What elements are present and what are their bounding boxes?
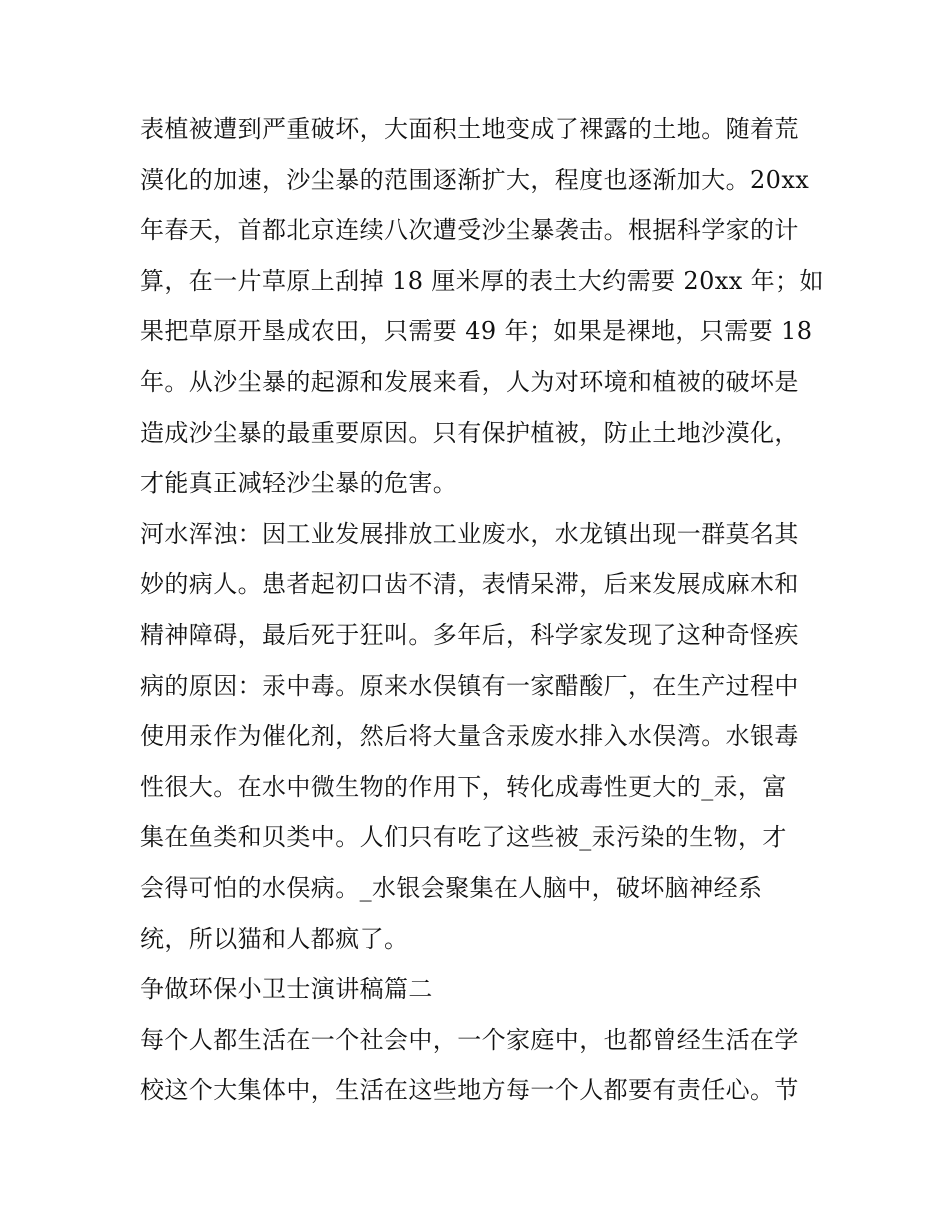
text-line: 年。从沙尘暴的起源和发展来看，人为对环境和植被的破坏是 (140, 367, 799, 396)
text-line: 使用汞作为催化剂，然后将大量含汞废水排入水俣湾。水银毒 (140, 722, 799, 751)
text-line: 才能真正减轻沙尘暴的危害。 (140, 469, 458, 498)
text-line: 果把草原开垦成农田，只需要 49 年；如果是裸地，只需要 18 (140, 317, 813, 346)
text-line: 统，所以猫和人都疯了。 (140, 924, 409, 953)
text-line: 妙的病人。患者起初口齿不清，表情呆滞，后来发展成麻木和 (140, 570, 799, 599)
text-line: 漠化的加速，沙尘暴的范围逐渐扩大，程度也逐渐加大。20xx (140, 165, 810, 194)
text-line: 表植被遭到严重破坏，大面积土地变成了裸露的土地。随着荒 (140, 115, 799, 143)
text-line: 精神障碍，最后死于狂叫。多年后，科学家发现了这种奇怪疾 (140, 620, 799, 649)
text-line: 造成沙尘暴的最重要原因。只有保护植被，防止土地沙漠化， (140, 418, 799, 447)
section-heading: 争做环保小卫士演讲稿篇二 (140, 975, 433, 1004)
text-line: 每个人都生活在一个社会中，一个家庭中，也都曾经生活在学 (140, 1025, 799, 1054)
document-body (140, 104, 824, 1116)
text-line: 集在鱼类和贝类中。人们只有吃了这些被_汞污染的生物，才 (140, 823, 787, 852)
text-line: 病的原因：汞中毒。原来水俣镇有一家醋酸厂，在生产过程中 (140, 671, 799, 700)
text-line: 性很大。在水中微生物的作用下，转化成毒性更大的_汞，富 (140, 772, 787, 801)
text-line: 会得可怕的水俣病。_水银会聚集在人脑中，破坏脑神经系 (140, 873, 763, 902)
text-line: 河水浑浊：因工业发展排放工业废水，水龙镇出现一群莫名其 (140, 519, 799, 548)
text-line: 年春天，首都北京连续八次遭受沙尘暴袭击。根据科学家的计 (140, 216, 799, 245)
text-line: 算，在一片草原上刮掉 18 厘米厚的表土大约需要 20xx 年；如 (140, 266, 824, 295)
text-line: 校这个大集体中，生活在这些地方每一个人都要有责任心。节 (140, 1076, 799, 1105)
